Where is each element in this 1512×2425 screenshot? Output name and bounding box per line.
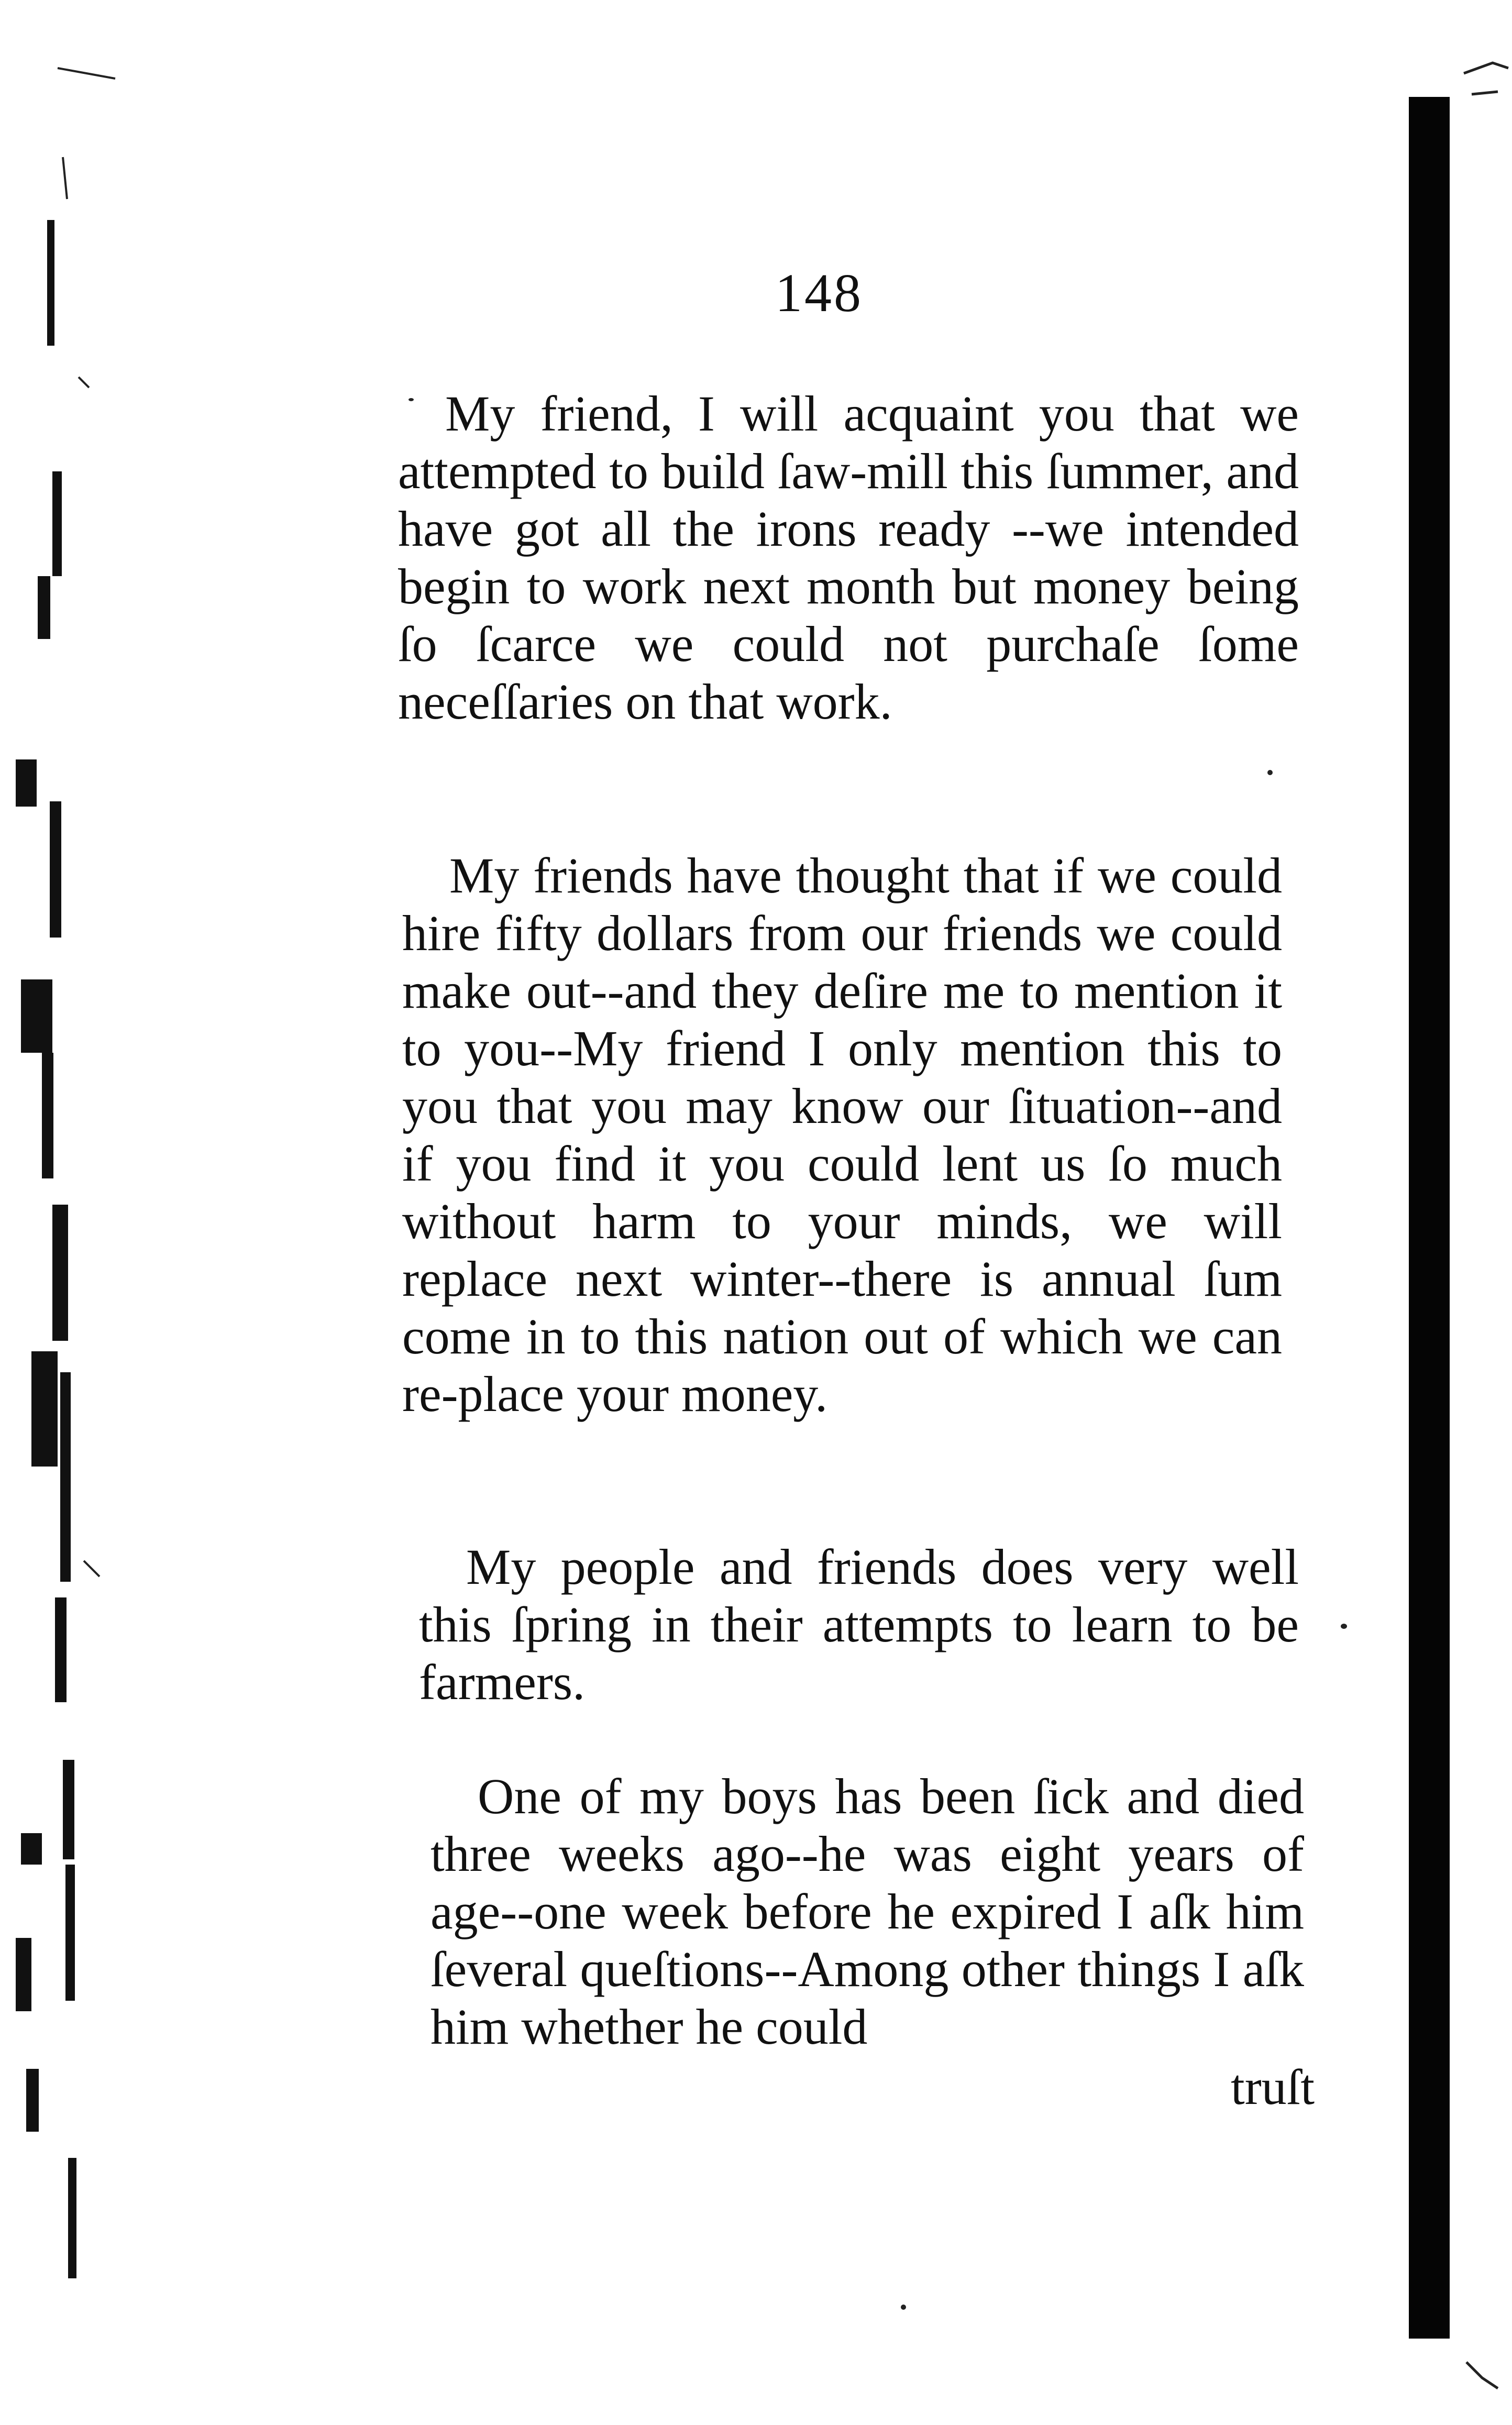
paragraph-3	[419, 1538, 1299, 1711]
paragraph-2	[402, 847, 1282, 1423]
paragraph-text: My people and friends does very well this ſpring in their attempts to learn to be farmers.	[419, 1539, 1299, 1710]
ink-speck	[1267, 770, 1273, 775]
ink-speck	[901, 2305, 906, 2310]
left-gutter-scan-noise	[0, 0, 126, 2425]
ink-speck	[1341, 1624, 1347, 1629]
right-edge-scan-noise	[1461, 0, 1512, 2425]
page-number: 148	[775, 263, 863, 323]
paragraph-text: One of my boys has been ſick and died three weeks ago--he was eight years of age--one week before he expired I aſk him ſeveral queſtions--Among other things I aſk him whether he could	[431, 1768, 1304, 2055]
paragraph-1	[398, 385, 1299, 731]
ink-speck	[409, 398, 414, 401]
paragraph-text: My friend, I will acquaint you that we attempted to build ſaw-mill this ſummer, and have got all the irons ready --we intended begin to work next month but money being ſo ſcarce we could not purchaſe ſome neceſſaries on that work.	[398, 385, 1299, 730]
paragraph-4	[431, 1768, 1304, 2056]
binding-edge	[1409, 97, 1450, 2339]
catchword: truſt	[1231, 2059, 1315, 2115]
paragraph-text: My friends have thought that if we could hire fifty dollars from our friends we could make out--and they deſire me to mention it to you--My friend I only mention this to you that you may know our ſituation--and if you find it you could lent us ſo much without harm to your minds, we will replace next winter--there is annual ſum come in to this nation out of which we can re-place your money.	[402, 847, 1282, 1422]
